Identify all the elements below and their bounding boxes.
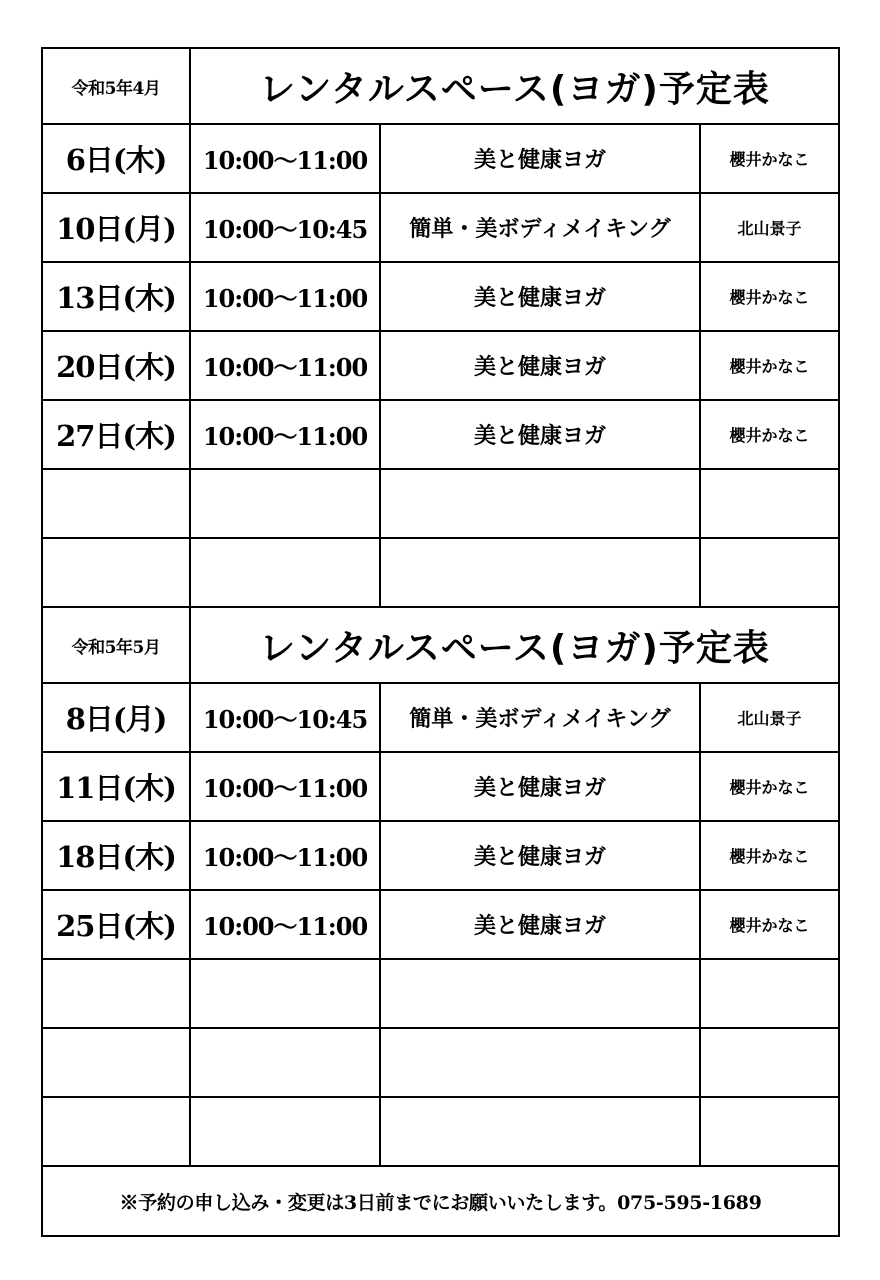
class-name-cell: 簡単・美ボディメイキング: [380, 193, 700, 262]
table-row: [42, 331, 839, 400]
table-row: [42, 1028, 839, 1097]
date-cell: 18日(木): [42, 821, 190, 890]
table-row: [42, 683, 839, 752]
instructor-cell: 櫻井かなこ: [700, 400, 839, 469]
date-cell: 13日(木): [42, 262, 190, 331]
date-cell: 27日(木): [42, 400, 190, 469]
instructor-cell: 櫻井かなこ: [700, 124, 839, 193]
class-name-cell: 美と健康ヨガ: [380, 124, 700, 193]
table-row: [42, 124, 839, 193]
time-cell: [190, 469, 380, 538]
instructor-cell: [700, 469, 839, 538]
footer-row: [42, 1166, 839, 1236]
time-cell: [190, 1097, 380, 1166]
era-month-label: 令和5年4月: [42, 48, 190, 124]
class-name-cell: 美と健康ヨガ: [380, 262, 700, 331]
table-row: [42, 538, 839, 607]
table-row: [42, 821, 839, 890]
date-cell: 11日(木): [42, 752, 190, 821]
table-row: [42, 890, 839, 959]
table-row: [42, 400, 839, 469]
table-row: [42, 262, 839, 331]
date-cell: 10日(月): [42, 193, 190, 262]
time-cell: 10:00～11:00: [190, 752, 380, 821]
date-cell: 20日(木): [42, 331, 190, 400]
time-cell: 10:00～10:45: [190, 683, 380, 752]
instructor-cell: 櫻井かなこ: [700, 821, 839, 890]
class-name-cell: 簡単・美ボディメイキング: [380, 683, 700, 752]
class-name-cell: [380, 1028, 700, 1097]
schedule-title: レンタルスペース(ヨガ)予定表: [190, 48, 839, 124]
class-name-cell: 美と健康ヨガ: [380, 890, 700, 959]
class-name-cell: 美と健康ヨガ: [380, 331, 700, 400]
class-name-cell: 美と健康ヨガ: [380, 821, 700, 890]
section-header: [42, 48, 839, 124]
schedule-sheet: [41, 47, 840, 1237]
class-name-cell: [380, 469, 700, 538]
time-cell: 10:00～11:00: [190, 821, 380, 890]
time-cell: 10:00～11:00: [190, 331, 380, 400]
date-cell: 8日(月): [42, 683, 190, 752]
table-row: [42, 752, 839, 821]
date-cell: 25日(木): [42, 890, 190, 959]
date-cell: 6日(木): [42, 124, 190, 193]
class-name-cell: 美と健康ヨガ: [380, 752, 700, 821]
instructor-cell: 櫻井かなこ: [700, 752, 839, 821]
time-cell: 10:00～11:00: [190, 400, 380, 469]
class-name-cell: [380, 959, 700, 1028]
time-cell: [190, 959, 380, 1028]
instructor-cell: [700, 538, 839, 607]
schedule-title: レンタルスペース(ヨガ)予定表: [190, 607, 839, 683]
instructor-cell: [700, 1097, 839, 1166]
instructor-cell: 北山景子: [700, 683, 839, 752]
era-month-label: 令和5年5月: [42, 607, 190, 683]
instructor-cell: [700, 959, 839, 1028]
instructor-cell: 櫻井かなこ: [700, 890, 839, 959]
time-cell: 10:00～11:00: [190, 890, 380, 959]
reservation-notice: ※予約の申し込み・変更は3日前までにお願いいたします。075-595-1689: [42, 1166, 839, 1236]
time-cell: [190, 538, 380, 607]
date-cell: [42, 959, 190, 1028]
date-cell: [42, 1028, 190, 1097]
table-row: [42, 959, 839, 1028]
class-name-cell: 美と健康ヨガ: [380, 400, 700, 469]
table-row: [42, 193, 839, 262]
instructor-cell: 北山景子: [700, 193, 839, 262]
table-row: [42, 1097, 839, 1166]
class-name-cell: [380, 1097, 700, 1166]
instructor-cell: 櫻井かなこ: [700, 331, 839, 400]
time-cell: [190, 1028, 380, 1097]
time-cell: 10:00～10:45: [190, 193, 380, 262]
instructor-cell: [700, 1028, 839, 1097]
time-cell: 10:00～11:00: [190, 262, 380, 331]
class-name-cell: [380, 538, 700, 607]
table-row: [42, 469, 839, 538]
date-cell: [42, 538, 190, 607]
time-cell: 10:00～11:00: [190, 124, 380, 193]
date-cell: [42, 469, 190, 538]
instructor-cell: 櫻井かなこ: [700, 262, 839, 331]
section-header: [42, 607, 839, 683]
date-cell: [42, 1097, 190, 1166]
